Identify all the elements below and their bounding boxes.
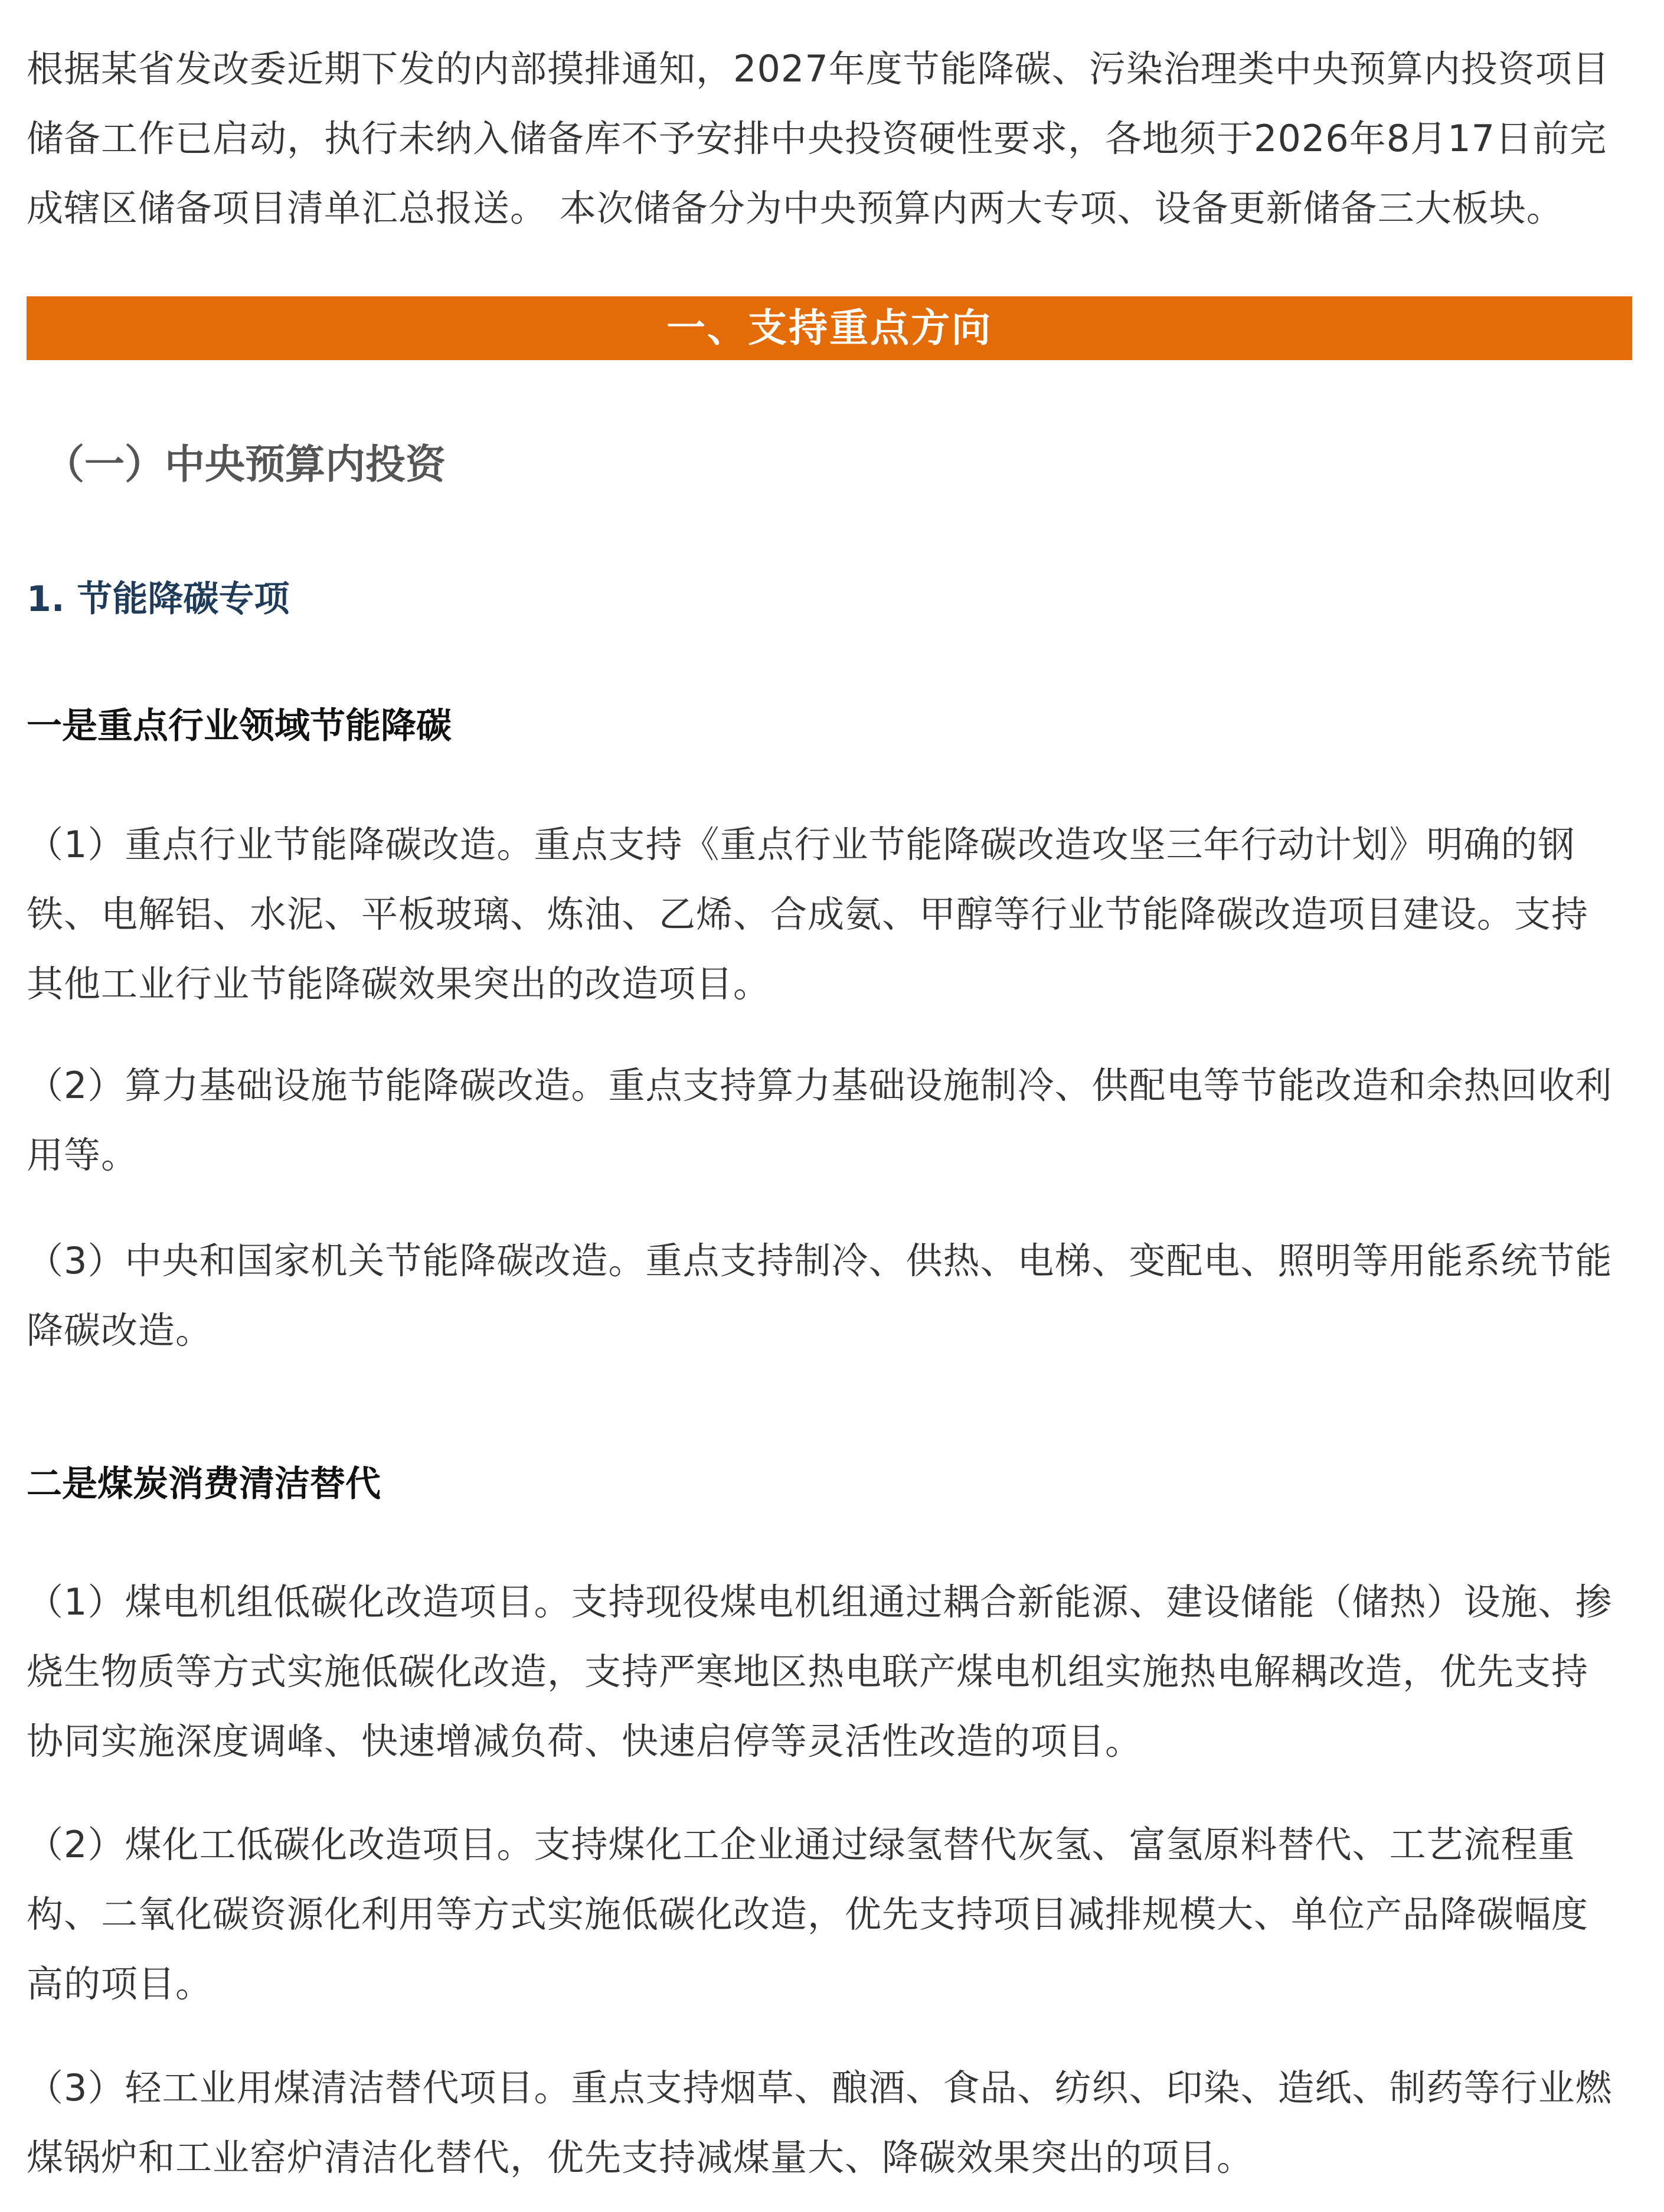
paragraph-item: （2）算力基础设施节能降碳改造。重点支持算力基础设施制冷、供配电等节能改造和余热回收利用等。 [27, 1064, 1613, 1177]
paragraph-item: （1）重点行业节能降碳改造。重点支持《重点行业节能降碳改造攻坚三年行动计划》明确的钢铁、电解铝、水泥、平板玻璃、炼油、乙烯、合成氨、甲醇等行业节能降碳改造项目建设。支持其他工业行业节能降碳效果突出的改造项目。 [27, 823, 1589, 1005]
group-heading-key-industries: 一是重点行业领域节能降碳 [27, 705, 452, 747]
sub-heading-energy-saving: 1. 节能降碳专项 [27, 579, 290, 620]
intro-paragraph: 根据某省发改委近期下发的内部摸排通知，2027年度节能降碳、污染治理类中央预算内投资项目储备工作已启动，执行未纳入储备库不予安排中央投资硬性要求，各地须于2026年8月17日前完成辖区储备项目清单汇总报送。 本次储备分为中央预算内两大专项、设备更新储备三大板块。 [27, 47, 1610, 230]
paragraph-item: （2）煤化工低碳化改造项目。支持煤化工企业通过绿氢替代灰氢、富氢原料替代、工艺流程重构、二氧化碳资源化利用等方式实施低碳化改造，优先支持项目减排规模大、单位产品降碳幅度高的项目。 [27, 1823, 1589, 2005]
paragraph-item: （3）轻工业用煤清洁替代项目。重点支持烟草、酿酒、食品、纺织、印染、造纸、制药等行业燃煤锅炉和工业窑炉清洁化替代，优先支持减煤量大、降碳效果突出的项目。 [27, 2066, 1613, 2179]
paragraph-item: （1）煤电机组低碳化改造项目。支持现役煤电机组通过耦合新能源、建设储能（储热）设施、掺烧生物质等方式实施低碳化改造，支持严寒地区热电联产煤电机组实施热电解耦改造，优先支持协同实施深度调峰、快速增减负荷、快速启停等灵活性改造的项目。 [27, 1580, 1613, 1763]
group-heading-coal-substitution: 二是煤炭消费清洁替代 [27, 1463, 381, 1505]
paragraph-item: （3）中央和国家机关节能降碳改造。重点支持制冷、供热、电梯、变配电、照明等用能系统节能降碳改造。 [27, 1239, 1613, 1352]
section-heading-central-budget: （一）中央预算内投资 [44, 442, 446, 488]
section-banner: 一、支持重点方向 [27, 296, 1632, 360]
